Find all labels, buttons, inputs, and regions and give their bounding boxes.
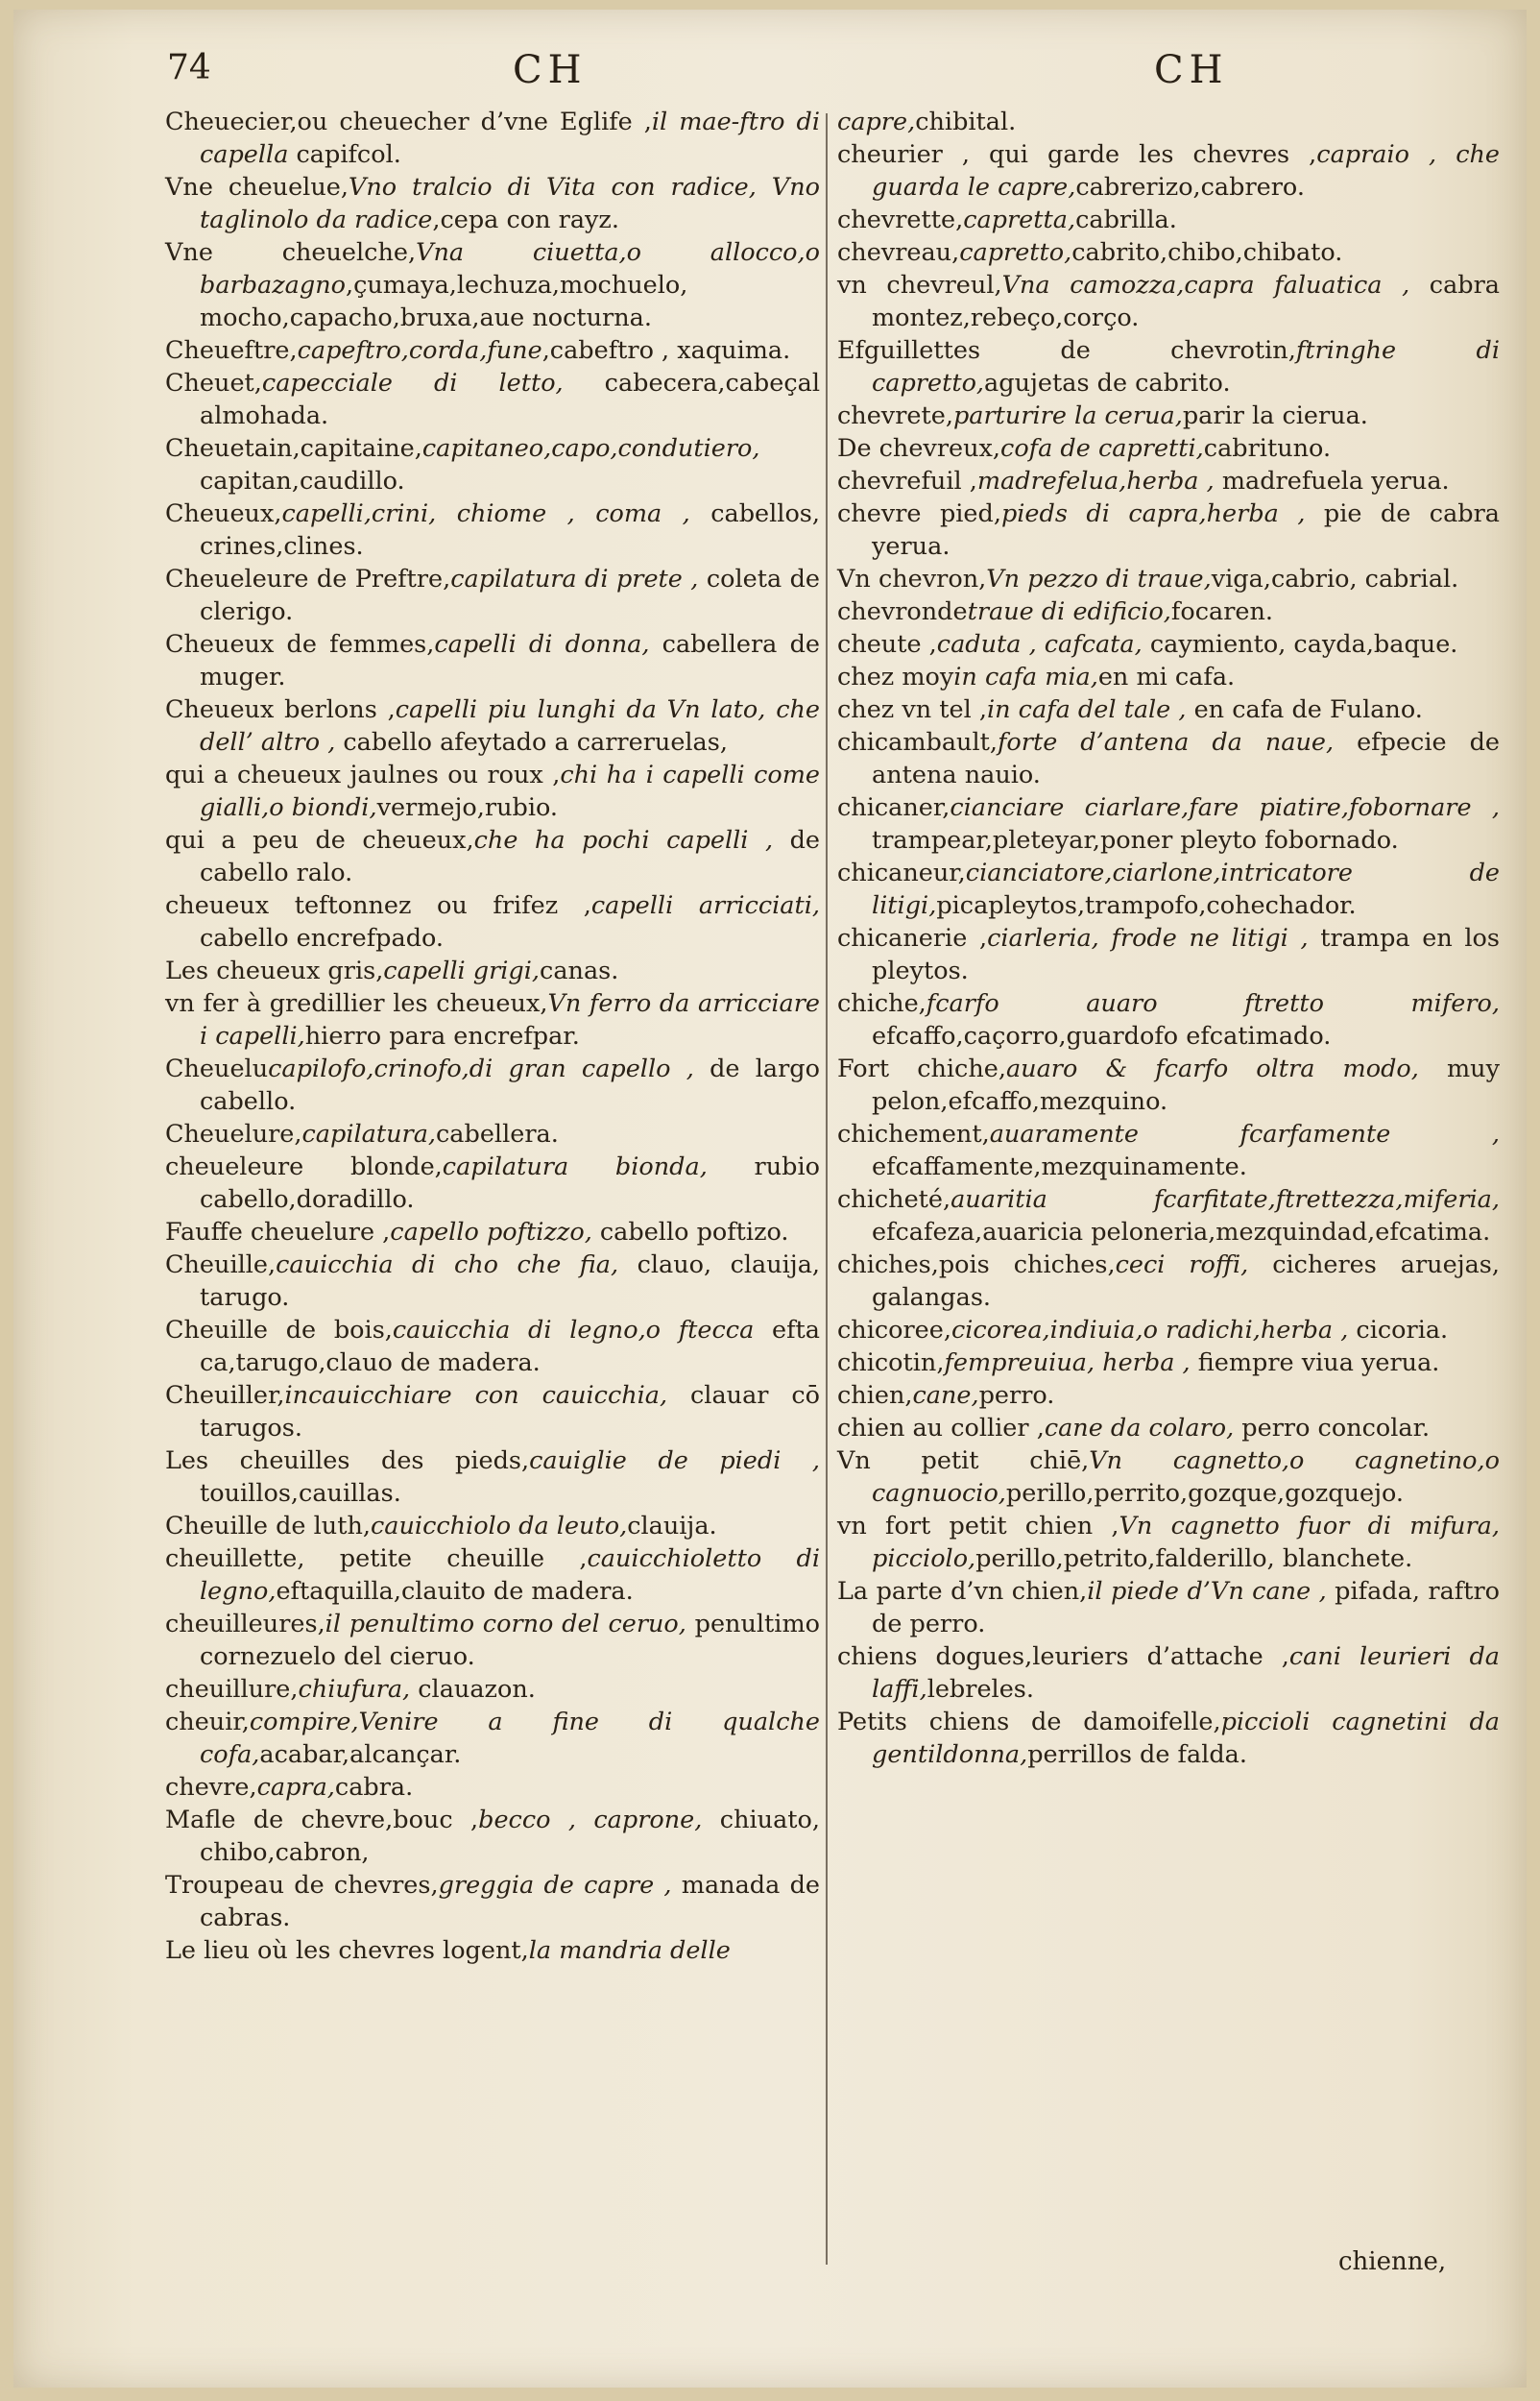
- spanish-gloss: clauazon.: [410, 1675, 536, 1704]
- italian-gloss: cianciare ciarlare,fare piatire,fobornare ,: [950, 793, 1500, 822]
- spanish-gloss: cabrituno.: [1203, 434, 1332, 463]
- italian-gloss: piccioli cagnetini da gentildonna,: [872, 1708, 1500, 1769]
- spanish-gloss: cabello encrefpado.: [200, 924, 445, 953]
- headword: Fort chiche,: [837, 1055, 1006, 1083]
- headword: La parte d’vn chien,: [837, 1577, 1088, 1606]
- italian-gloss: cauiglie de piedi ,: [529, 1446, 820, 1475]
- headword: chiches,pois chiches,: [837, 1250, 1116, 1279]
- headword: vn fort petit chien ,: [837, 1512, 1119, 1540]
- italian-gloss: ciarleria, frode ne litigi ,: [987, 924, 1309, 953]
- italian-gloss: capraio , che guarda le capre,: [872, 140, 1501, 202]
- running-head-left: CH: [513, 48, 588, 92]
- headword: Les cheueux gris,: [165, 957, 384, 985]
- book-page: [13, 10, 1527, 2388]
- spanish-gloss: cabecera,cabeçal almohada.: [200, 369, 820, 430]
- spanish-gloss: pie de cabra yerua.: [872, 499, 1500, 561]
- spanish-gloss: focaren.: [1170, 597, 1274, 626]
- spanish-gloss: manada de cabras.: [200, 1871, 820, 1932]
- italian-gloss: il mae-ftro di capella: [200, 108, 820, 169]
- italian-gloss: capelli grigi,: [383, 957, 541, 985]
- dictionary-entry: [165, 334, 820, 367]
- headword: Cheuille de luth,: [165, 1512, 371, 1540]
- headword: chevreau,: [837, 238, 960, 267]
- spanish-gloss: eftaquilla,clauito de madera.: [276, 1577, 634, 1606]
- spanish-gloss: cabello poftizo.: [591, 1218, 789, 1247]
- headword: Cheueftre,: [165, 336, 298, 365]
- headword: chien au collier ,: [837, 1414, 1045, 1443]
- catchword: chienne,: [1338, 2247, 1447, 2276]
- headword: cheuilleures,: [165, 1610, 325, 1638]
- headword: chez moy: [837, 663, 954, 691]
- spanish-gloss: ,cabeftro , xaquima.: [541, 336, 791, 365]
- italian-gloss: chi ha i capelli come gialli,o biondi,: [200, 761, 820, 822]
- italian-gloss: becco , caprone,: [478, 1806, 703, 1834]
- spanish-gloss: penultimo cornezuelo del cieruo.: [200, 1610, 820, 1671]
- dictionary-entry: [837, 1412, 1500, 1444]
- spanish-gloss: de cabello ralo.: [200, 826, 820, 887]
- spanish-gloss: picapleytos,trampofo,cohechador.: [936, 891, 1357, 920]
- dictionary-entry: [837, 1346, 1500, 1379]
- spanish-gloss: clauija.: [627, 1512, 717, 1540]
- dictionary-entry: [165, 1118, 820, 1151]
- dictionary-entry: [165, 1934, 820, 1967]
- headword: chicaner,: [837, 793, 950, 822]
- headword: Cheueux,: [165, 499, 282, 528]
- italian-gloss: fcarfo auaro ftretto mifero,: [926, 989, 1500, 1018]
- italian-gloss: cauicchioletto di legno,: [200, 1544, 820, 1606]
- dictionary-entry: [165, 497, 820, 563]
- dictionary-entry: [165, 628, 820, 693]
- italian-gloss: capelli arricciati,: [590, 891, 821, 920]
- dictionary-entry: [165, 1542, 820, 1608]
- italian-gloss: chiufura,: [298, 1675, 411, 1704]
- italian-gloss: capelli piu lunghi da Vn lato, che dell’ altro ,: [200, 695, 820, 757]
- dictionary-entry: [165, 1771, 820, 1804]
- italian-gloss: capelli,crini, chiome , coma ,: [281, 499, 690, 528]
- dictionary-entry: [165, 236, 820, 334]
- headword: Cheuille,: [165, 1250, 277, 1279]
- dictionary-entry: [837, 269, 1500, 334]
- dictionary-entry: [165, 1706, 820, 1771]
- italian-gloss: cane da colaro,: [1044, 1414, 1235, 1443]
- headword: chichement,: [837, 1120, 990, 1149]
- spanish-gloss: perillo,perrito,gozque,gozquejo.: [1005, 1479, 1405, 1508]
- dictionary-entry: [165, 171, 820, 236]
- spanish-gloss: perrillos de falda.: [1027, 1740, 1247, 1769]
- spanish-gloss: efpecie de antena nauio.: [872, 728, 1500, 789]
- spanish-gloss: ,cepa con rayz.: [432, 206, 619, 234]
- spanish-gloss: cicheres aruejas, galangas.: [872, 1250, 1500, 1312]
- headword: vn chevreul,: [837, 271, 1002, 300]
- headword: cheueux teftonnez ou frifez ,: [165, 891, 591, 920]
- dictionary-entry: [837, 1640, 1500, 1706]
- spanish-gloss: viga,cabrio, cabrial.: [1211, 565, 1459, 594]
- italian-gloss: cane,: [912, 1381, 979, 1410]
- spanish-gloss: cabra montez,rebeço,corço.: [872, 271, 1501, 332]
- spanish-gloss: cabellera de muger.: [200, 630, 821, 691]
- dictionary-entry: [165, 1444, 820, 1510]
- italian-gloss: capeftro,corda,fune: [297, 336, 542, 365]
- dictionary-entry: [165, 1510, 820, 1542]
- spanish-gloss: hierro para encrefpar.: [304, 1022, 580, 1051]
- spanish-gloss: de largo cabello.: [200, 1055, 820, 1116]
- headword: Mafle de chevre,bouc ,: [165, 1806, 479, 1834]
- running-head-right: CH: [1154, 48, 1229, 92]
- headword: Efguillettes de chevrotin,: [837, 336, 1296, 365]
- dictionary-entry: [837, 1118, 1500, 1183]
- headword: qui a cheueux jaulnes ou roux ,: [165, 761, 561, 789]
- dictionary-entry: [837, 661, 1500, 693]
- spanish-gloss: cabrito,chibo,chibato.: [1071, 238, 1343, 267]
- spanish-gloss: efcafeza,auaricia peloneria,mezquindad,efcatima.: [872, 1218, 1491, 1247]
- headword: Cheuet,: [165, 369, 262, 398]
- headword: chiens dogues,leuriers d’attache ,: [837, 1642, 1289, 1671]
- headword: cheuillette, petite cheuille ,: [165, 1544, 588, 1573]
- dictionary-entry: [165, 824, 820, 889]
- spanish-gloss: ,çumaya,lechuza,mochuelo, mocho,capacho,bruxa,aue nocturna.: [200, 271, 688, 332]
- italian-gloss: cauicchiolo da leuto,: [371, 1512, 628, 1540]
- italian-gloss: capretto,: [959, 238, 1072, 267]
- headword: chevre,: [165, 1773, 257, 1802]
- spanish-gloss: efcaffo,caçorro,guardofo efcatimado.: [872, 1022, 1332, 1051]
- headword: Cheuelu: [165, 1055, 269, 1083]
- headword: chevre pied,: [837, 499, 1001, 528]
- dictionary-entry: [837, 138, 1500, 204]
- italian-gloss: cofa de capretti,: [1000, 434, 1204, 463]
- headword: Cheueleure de Preftre,: [165, 565, 451, 594]
- spanish-gloss: muy pelon,efcaffo,mezquino.: [872, 1055, 1500, 1116]
- dictionary-entry: [837, 1444, 1500, 1510]
- dictionary-entry: [837, 1379, 1500, 1412]
- dictionary-entry: [837, 922, 1500, 987]
- headword: Le lieu où les chevres logent,: [165, 1936, 529, 1965]
- spanish-gloss: trampa en los pleytos.: [872, 924, 1500, 985]
- italian-gloss: auaro & fcarfo oltra modo,: [1005, 1055, 1419, 1083]
- dictionary-entry: [165, 759, 820, 824]
- dictionary-entry: [837, 204, 1500, 236]
- dictionary-entry: [165, 563, 820, 628]
- italian-gloss: in cafa del tale ,: [986, 695, 1187, 724]
- dictionary-entry: [165, 1804, 820, 1869]
- spanish-gloss: cabrilla.: [1075, 206, 1177, 234]
- italian-gloss: in cafa mia,: [953, 663, 1098, 691]
- dictionary-entry: [837, 1183, 1500, 1249]
- dictionary-entry: [837, 465, 1500, 497]
- spanish-gloss: vermejo,rubio.: [376, 793, 558, 822]
- italian-gloss: capra,: [256, 1773, 335, 1802]
- italian-gloss: capilofo,crinofo,di gran capello ,: [268, 1055, 694, 1083]
- spanish-gloss: clauo, clauija, tarugo.: [200, 1250, 820, 1312]
- dictionary-entry: [165, 955, 820, 987]
- italian-gloss: capello poftizzo,: [390, 1218, 592, 1247]
- italian-gloss: Vno tralcio di Vita con radice, Vno taglinolo da radice: [200, 173, 820, 234]
- left-column: [165, 106, 820, 1967]
- spanish-gloss: capifcol.: [288, 140, 401, 169]
- italian-gloss: compire,Venire a fine di qualche cofa,: [200, 1708, 820, 1769]
- dictionary-entry: [837, 1575, 1500, 1640]
- headword: Cheuelure,: [165, 1120, 302, 1149]
- headword: Vn chevron,: [837, 565, 987, 594]
- italian-gloss: greggia de capre ,: [438, 1871, 672, 1900]
- dictionary-entry: [837, 563, 1500, 595]
- spanish-gloss: chiuato, chibo,cabron,: [200, 1806, 820, 1867]
- spanish-gloss: fiempre viua yerua.: [1190, 1348, 1440, 1377]
- italian-gloss: ftringhe di capretto,: [872, 336, 1500, 398]
- dictionary-entry: [165, 1053, 820, 1118]
- spanish-gloss: agujetas de cabrito.: [984, 369, 1231, 398]
- italian-gloss: parturire la cerua,: [952, 401, 1183, 430]
- italian-gloss: capilatura bionda,: [442, 1152, 708, 1181]
- italian-gloss: traue di edificio,: [967, 597, 1171, 626]
- spanish-gloss: cabra.: [334, 1773, 414, 1802]
- italian-gloss: cani leurieri da laffi,: [872, 1642, 1500, 1704]
- spanish-gloss: lebreles.: [926, 1675, 1034, 1704]
- italian-gloss: Vn cagnetto,o cagnetino,o cagnuocio,: [872, 1446, 1500, 1508]
- italian-gloss: Vna ciuetta,o allocco,o barbazagno: [200, 238, 820, 300]
- dictionary-entry: [837, 987, 1500, 1053]
- dictionary-entry: [165, 1673, 820, 1706]
- spanish-gloss: rubio cabello,doradillo.: [200, 1152, 820, 1214]
- headword: chicotin,: [837, 1348, 945, 1377]
- spanish-gloss: perro concolar.: [1234, 1414, 1431, 1443]
- headword: Vne cheuelche,: [165, 238, 417, 267]
- italian-gloss: capitaneo,capo,condutiero,: [421, 434, 760, 463]
- italian-gloss: capre,: [837, 108, 916, 136]
- spanish-gloss: acabar,alcançar.: [259, 1740, 462, 1769]
- dictionary-entry: [165, 1608, 820, 1673]
- headword: Troupeau de chevres,: [165, 1871, 439, 1900]
- page-number: 74: [167, 48, 211, 87]
- headword: chevrete,: [837, 401, 953, 430]
- italian-gloss: che ha pochi capelli ,: [473, 826, 774, 855]
- dictionary-entry: [837, 400, 1500, 432]
- headword: Petits chiens de damoifelle,: [837, 1708, 1221, 1736]
- spanish-gloss: en mi cafa.: [1097, 663, 1236, 691]
- spanish-gloss: perro.: [978, 1381, 1055, 1410]
- italian-gloss: la mandria delle: [528, 1936, 731, 1965]
- headword: cheuillure,: [165, 1675, 299, 1704]
- italian-gloss: cauicchia di legno,o ftecca: [392, 1316, 755, 1345]
- headword: chicanerie ,: [837, 924, 988, 953]
- spanish-gloss: perillo,petrito,falderillo, blanchete.: [975, 1544, 1413, 1573]
- dictionary-entry: [837, 1314, 1500, 1346]
- right-column: [837, 106, 1500, 1771]
- dictionary-entry: [837, 1053, 1500, 1118]
- headword: chicaneur,: [837, 859, 966, 887]
- headword: Vne cheuelue,: [165, 173, 349, 202]
- column-rule: [826, 113, 828, 2265]
- spanish-gloss: en cafa de Fulano.: [1186, 695, 1423, 724]
- dictionary-entry: [837, 1249, 1500, 1314]
- spanish-gloss: clauar cō tarugos.: [200, 1381, 820, 1443]
- spanish-gloss: caymiento, cayda,baque.: [1142, 630, 1458, 659]
- dictionary-entry: [837, 628, 1500, 661]
- italian-gloss: Vn ferro da arricciare i capelli,: [200, 989, 820, 1051]
- italian-gloss: pieds di capra,herba ,: [1000, 499, 1306, 528]
- headword: chicambault,: [837, 728, 998, 757]
- italian-gloss: capecciale di letto,: [261, 369, 564, 398]
- headword: Vn petit chiē,: [837, 1446, 1090, 1475]
- headword: chicheté,: [837, 1185, 951, 1214]
- dictionary-entry: [165, 1379, 820, 1444]
- dictionary-entry: [837, 1510, 1500, 1575]
- headword: cheuir,: [165, 1708, 250, 1736]
- headword: vn fer à gredillier les cheueux,: [165, 989, 548, 1018]
- headword: cheute ,: [837, 630, 937, 659]
- italian-gloss: Vna camozza,capra faluatica ,: [1001, 271, 1410, 300]
- dictionary-entry: [165, 1314, 820, 1379]
- headword: chevronde: [837, 597, 968, 626]
- spanish-gloss: coleta de clerigo.: [200, 565, 820, 626]
- dictionary-entry: [837, 497, 1500, 563]
- dictionary-entry: [165, 987, 820, 1053]
- headword: cheueleure blonde,: [165, 1152, 443, 1181]
- spanish-gloss: chibital.: [915, 108, 1017, 136]
- headword: chien,: [837, 1381, 913, 1410]
- spanish-gloss: parir la cierua.: [1182, 401, 1368, 430]
- headword: Cheuille de bois,: [165, 1316, 393, 1345]
- headword: Cheuecier,ou cheuecher d’vne Eglife ,: [165, 108, 652, 136]
- dictionary-entry: [837, 334, 1500, 400]
- spanish-gloss: canas.: [540, 957, 619, 985]
- italian-gloss: il piede d’Vn cane ,: [1087, 1577, 1327, 1606]
- dictionary-entry: [165, 693, 820, 759]
- dictionary-entry: [165, 1869, 820, 1934]
- headword: qui a peu de cheueux,: [165, 826, 474, 855]
- dictionary-entry: [837, 595, 1500, 628]
- dictionary-entry: [837, 1706, 1500, 1771]
- headword: chicoree,: [837, 1316, 951, 1345]
- dictionary-entry: [165, 432, 820, 497]
- dictionary-entry: [165, 1151, 820, 1216]
- spanish-gloss: cabellera.: [436, 1120, 559, 1149]
- spanish-gloss: trampear,pleteyar,poner pleyto fobornado.: [872, 826, 1399, 855]
- dictionary-entry: [837, 857, 1500, 922]
- spanish-gloss: efcaffamente,mezquinamente.: [872, 1152, 1247, 1181]
- spanish-gloss: cabrerizo,cabrero.: [1075, 173, 1305, 202]
- headword: De chevreux,: [837, 434, 1001, 463]
- italian-gloss: cicorea,indiuia,o radichi,herba ,: [950, 1316, 1349, 1345]
- headword: chiche,: [837, 989, 926, 1018]
- headword: chevrefuil ,: [837, 467, 977, 496]
- dictionary-entry: [837, 236, 1500, 269]
- dictionary-entry: [837, 432, 1500, 465]
- dictionary-entry: [165, 889, 820, 955]
- spanish-gloss: madrefuela yerua.: [1214, 467, 1450, 496]
- italian-gloss: forte d’antena da naue,: [997, 728, 1335, 757]
- spanish-gloss: touillos,cauillas.: [200, 1479, 401, 1508]
- spanish-gloss: cicoria.: [1348, 1316, 1449, 1345]
- dictionary-entry: [165, 106, 820, 171]
- italian-gloss: ceci roffi,: [1115, 1250, 1249, 1279]
- italian-gloss: Vn cagnetto fuor di mifura, picciolo,: [872, 1512, 1500, 1573]
- italian-gloss: caduta , cafcata,: [936, 630, 1143, 659]
- spanish-gloss: cabellos, crines,clines.: [200, 499, 820, 561]
- headword: Fauffe cheuelure ,: [165, 1218, 391, 1247]
- italian-gloss: capretta,: [963, 206, 1076, 234]
- dictionary-entry: [837, 791, 1500, 857]
- dictionary-entry: [837, 693, 1500, 726]
- headword: Cheueux de femmes,: [165, 630, 435, 659]
- spanish-gloss: pifada, raftro de perro.: [872, 1577, 1500, 1638]
- headword: Cheuiller,: [165, 1381, 285, 1410]
- italian-gloss: auaritia fcarfitate,ftrettezza,miferia,: [950, 1185, 1500, 1214]
- italian-gloss: incauicchiare con cauicchia,: [284, 1381, 668, 1410]
- headword: Les cheuilles des pieds,: [165, 1446, 530, 1475]
- headword: chevrette,: [837, 206, 964, 234]
- italian-gloss: cianciatore,ciarlone,intricatore de litigi,: [872, 859, 1500, 920]
- headword: Cheueux berlons ,: [165, 695, 396, 724]
- italian-gloss: madrefelua,herba ,: [976, 467, 1215, 496]
- headword: chez vn tel ,: [837, 695, 987, 724]
- spanish-gloss: cabello afeytado a carreruelas,: [335, 728, 728, 757]
- italian-gloss: fempreuiua, herba ,: [944, 1348, 1191, 1377]
- italian-gloss: cauicchia di cho che fia,: [276, 1250, 619, 1279]
- italian-gloss: Vn pezzo di traue,: [986, 565, 1212, 594]
- spanish-gloss: efta ca,tarugo,clauo de madera.: [200, 1316, 820, 1377]
- dictionary-entry: [165, 1216, 820, 1249]
- headword: Cheuetain,capitaine,: [165, 434, 422, 463]
- italian-gloss: auaramente fcarfamente ,: [989, 1120, 1500, 1149]
- italian-gloss: il penultimo corno del ceruo,: [325, 1610, 686, 1638]
- spanish-gloss: capitan,caudillo.: [200, 467, 405, 496]
- dictionary-entry: [837, 106, 1500, 138]
- italian-gloss: capelli di donna,: [434, 630, 650, 659]
- dictionary-entry: [837, 726, 1500, 791]
- italian-gloss: capilatura di prete ,: [450, 565, 699, 594]
- headword: cheurier , qui garde les chevres ,: [837, 140, 1317, 169]
- italian-gloss: capilatura,: [301, 1120, 437, 1149]
- dictionary-entry: [165, 367, 820, 432]
- dictionary-entry: [165, 1249, 820, 1314]
